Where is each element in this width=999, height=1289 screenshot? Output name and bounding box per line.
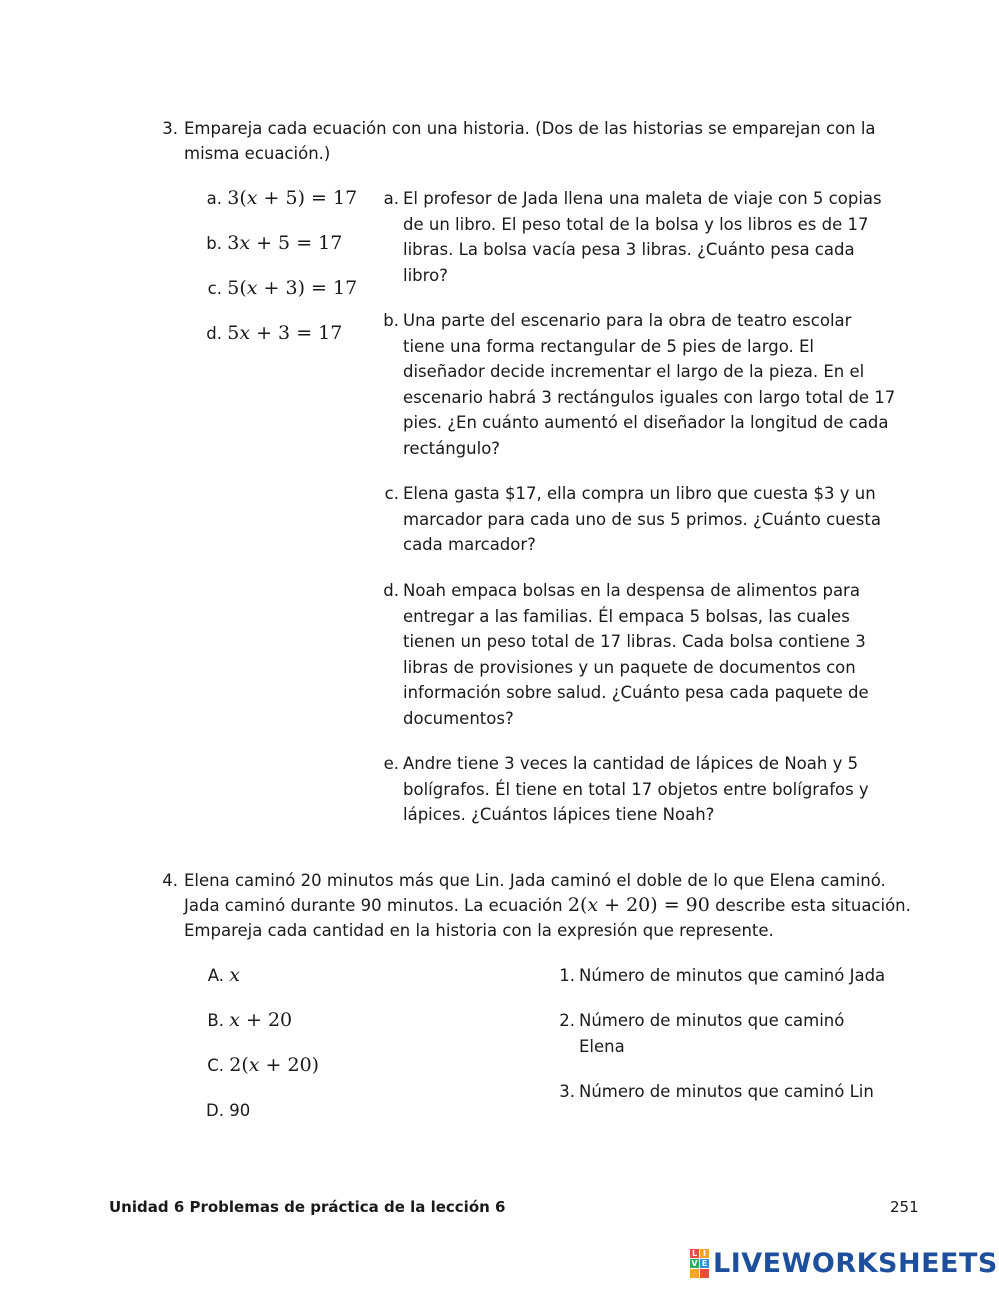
equation-expr: 5x + 3 = 17 — [227, 322, 343, 344]
story-line: El profesor de Jada llena una maleta de viaje con 5 copias — [403, 189, 882, 208]
story-item[interactable] — [403, 751, 869, 828]
story-line: diseñador decide incrementar el largo de la pieza. En el — [403, 362, 865, 381]
logo-letter-l: L — [691, 1249, 698, 1258]
story-item[interactable] — [403, 186, 882, 288]
quantity-number: 2. — [559, 1011, 575, 1030]
quantity-item[interactable] — [579, 1008, 844, 1059]
expression-expr: 2(x + 20) — [229, 1054, 320, 1076]
story-item[interactable] — [403, 578, 869, 731]
quantity-line: Número de minutos que caminó Lin — [579, 1082, 874, 1101]
story-line: escenario habrá 3 rectángulos iguales con largo total de 17 — [403, 387, 896, 407]
story-line: entregar a las familias. Él empaca 5 bolsas, las cuales — [403, 606, 850, 626]
logo-mark-icon — [690, 1249, 709, 1278]
story-line: libras. La bolsa vacía pesa 3 libras. ¿Cuánto pesa cada — [403, 240, 855, 259]
expression-expr: x + 20 — [229, 1009, 293, 1031]
story-line: información sobre salud. ¿Cuánto pesa cada paquete de — [403, 683, 869, 702]
story-line: Elena gasta $17, ella compra un libro que cuesta $3 y un — [403, 484, 876, 503]
quantity-line: Elena — [579, 1036, 625, 1056]
story-line: documentos? — [403, 708, 514, 728]
q4-line3: Empareja cada cantidad en la historia con la expresión que represente. — [184, 921, 774, 940]
story-letter: c. — [384, 484, 399, 503]
quantity-number: 1. — [559, 966, 575, 985]
quantity-item[interactable] — [579, 1079, 874, 1105]
logo-letter-i: I — [700, 1249, 709, 1258]
equation-item[interactable] — [200, 186, 357, 212]
story-line: lápices. ¿Cuántos lápices tiene Noah? — [403, 805, 715, 824]
q4-line2-after: describe esta situación. — [715, 896, 911, 915]
story-letter: a. — [383, 189, 399, 208]
expression-expr: x — [229, 964, 240, 986]
story-line: tienen un peso total de 17 libras. Cada bolsa contiene 3 — [403, 632, 866, 651]
story-line: Andre tiene 3 veces la cantidad de lápices de Noah y 5 — [403, 754, 859, 773]
q3-number: 3. — [162, 119, 178, 138]
equation-letter: a. — [206, 189, 222, 208]
expression-item[interactable] — [198, 1008, 292, 1034]
story-line: pies. ¿En cuánto aumentó el diseñador la longitud de cada — [403, 413, 889, 432]
logo-block — [700, 1269, 709, 1278]
logo-letter-v: V — [691, 1259, 698, 1268]
story-line: marcador para cada uno de sus 5 primos. ¿Cuánto cuesta — [403, 509, 881, 529]
expression-letter: C. — [207, 1056, 224, 1075]
expression-item[interactable] — [198, 1053, 319, 1079]
quantity-line: Número de minutos que caminó Jada — [579, 966, 886, 985]
story-line: bolígrafos. Él tiene en total 17 objetos entre bolígrafos y — [403, 779, 869, 799]
equation-letter: c. — [207, 279, 222, 298]
q4-number: 4. — [162, 871, 178, 890]
liveworksheets-logo[interactable] — [690, 1248, 998, 1279]
logo-text: LIVEWORKSHEETS — [713, 1248, 998, 1279]
equation-letter: d. — [206, 324, 222, 343]
expression-item[interactable] — [198, 963, 240, 989]
story-line: tiene una forma rectangular de 5 pies de largo. El — [403, 336, 814, 356]
quantity-item[interactable] — [579, 963, 885, 989]
equation-item[interactable] — [200, 321, 342, 347]
story-letter: d. — [383, 581, 399, 600]
expression-letter: B. — [207, 1011, 224, 1030]
expression-expr: 90 — [229, 1101, 251, 1120]
q4-equation: 2(x + 20) = 90 — [567, 894, 710, 916]
q4-line2 — [184, 893, 911, 919]
story-letter: b. — [383, 311, 399, 330]
story-line: Una parte del escenario para la obra de teatro escolar — [403, 311, 852, 330]
equation-expr: 3(x + 5) = 17 — [227, 187, 358, 209]
page-number: 251 — [890, 1198, 919, 1216]
equation-letter: b. — [206, 234, 222, 253]
q4-line2-before: Jada caminó durante 90 minutos. La ecuación — [184, 896, 563, 915]
story-line: libro? — [403, 265, 448, 285]
equation-item[interactable] — [200, 231, 342, 257]
story-item[interactable] — [403, 481, 881, 558]
q3-prompt-line1: Empareja cada ecuación con una historia. (Dos de las historias se emparejan con la — [184, 119, 876, 138]
footer-title: Unidad 6 Problemas de práctica de la lección 6 — [109, 1198, 506, 1216]
quantity-line: Número de minutos que caminó — [579, 1011, 845, 1030]
logo-block — [690, 1269, 699, 1278]
story-letter: e. — [383, 754, 399, 773]
q3-prompt-line2: misma ecuación.) — [184, 144, 331, 163]
logo-letter-e: E — [701, 1259, 708, 1268]
expression-letter: A. — [207, 966, 224, 985]
story-line: Noah empaca bolsas en la despensa de alimentos para — [403, 581, 860, 600]
equation-expr: 3x + 5 = 17 — [227, 232, 343, 254]
story-item[interactable] — [403, 308, 895, 461]
expression-item[interactable] — [198, 1098, 250, 1124]
story-line: cada marcador? — [403, 535, 536, 554]
expression-letter: D. — [206, 1101, 224, 1120]
story-line: libras de provisiones y un paquete de documentos con — [403, 657, 856, 677]
story-line: rectángulo? — [403, 438, 501, 458]
story-line: de un libro. El peso total de la bolsa y los libros es de 17 — [403, 214, 869, 234]
equation-expr: 5(x + 3) = 17 — [227, 277, 358, 299]
quantity-number: 3. — [559, 1082, 575, 1101]
equation-item[interactable] — [200, 276, 357, 302]
q4-line1: Elena caminó 20 minutos más que Lin. Jada caminó el doble de lo que Elena caminó. — [184, 871, 886, 890]
